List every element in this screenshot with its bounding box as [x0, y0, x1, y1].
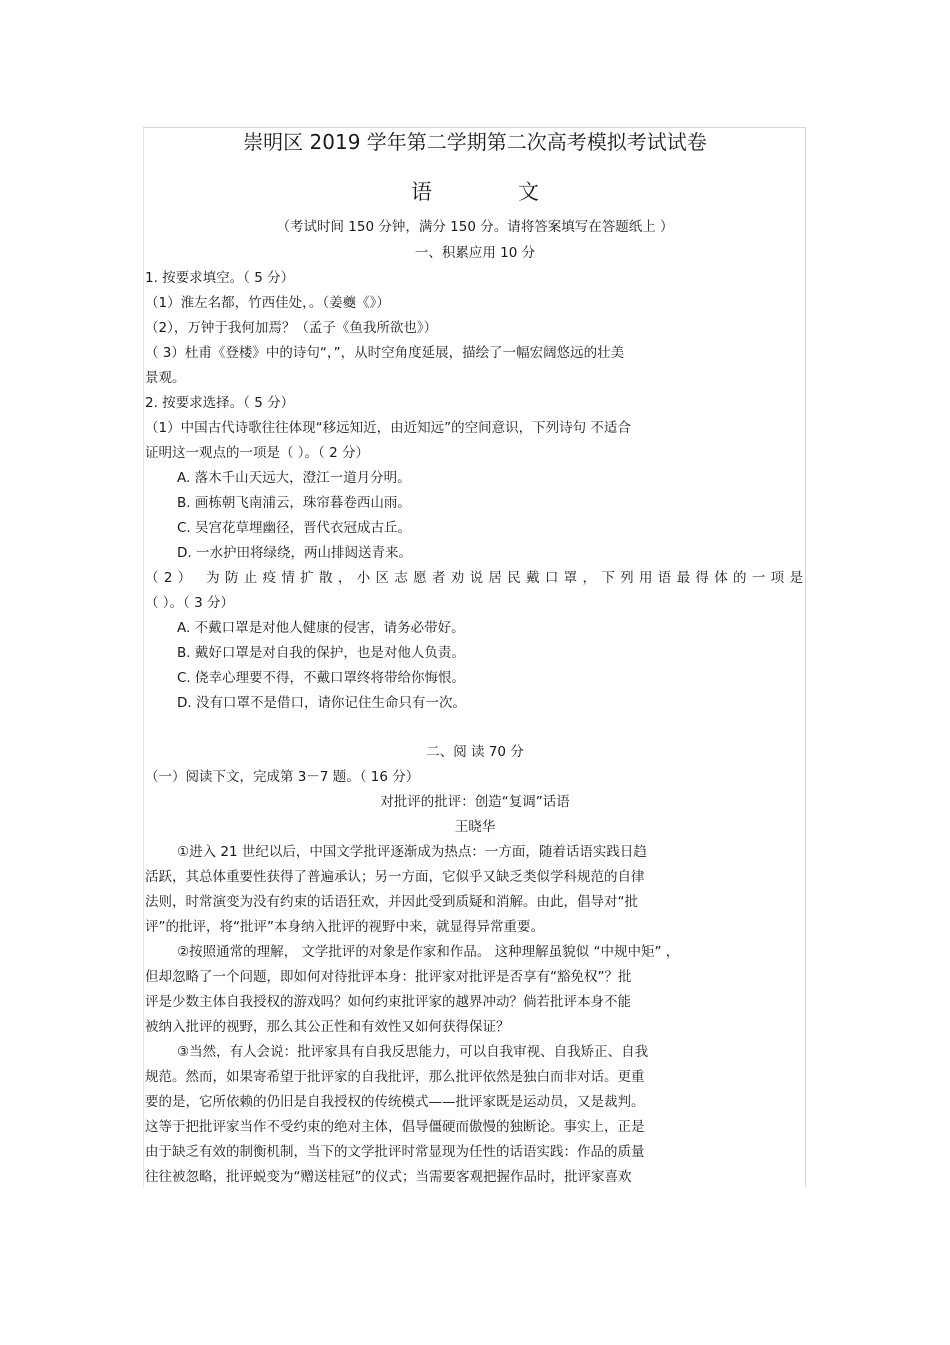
q1-item: 景观。: [145, 370, 186, 386]
q1-stem: 1. 按要求填空。（ 5 分）: [145, 270, 295, 286]
q2-sub2-option: A. 不戴口罩是对他人健康的侵害，请务必带好。: [177, 620, 465, 636]
paragraph-line: 法则，时常演变为没有约束的话语狂欢，并因此受到质疑和消解。由此，倡导对“批: [145, 894, 638, 910]
q2-sub2-line: （ ）。（ 3 分）: [145, 595, 234, 611]
q2-sub2-option: C. 侥幸心理要不得，不戴口罩终将带给你悔恨。: [177, 670, 466, 686]
paragraph-line: 评是少数主体自我授权的游戏吗？如何约束批评家的越界冲动？倘若批评本身不能: [145, 994, 631, 1010]
exam-info: （考试时间 150 分钟，满分 150 分。请将答案填写在答题纸上 ）: [276, 219, 674, 235]
article-title: 对批评的批评：创造“复调”话语: [380, 794, 570, 810]
q2-sub2-line: （2） 为防止疫情扩散，小区志愿者劝说居民戴口罩，下列用语最得体的一项是: [145, 570, 803, 586]
paragraph-line: 要的是，它所依赖的仍旧是自我授权的传统模式——批评家既是运动员，又是裁判。: [145, 1094, 645, 1110]
subject-title: 语文: [411, 180, 625, 204]
article-author: 王晓华: [454, 819, 496, 835]
paragraph-line: 规范。然而，如果寄希望于批评家的自我批评，那么批评依然是独白而非对话。更重: [145, 1069, 645, 1085]
paragraph-line: ③当然，有人会说：批评家具有自我反思能力，可以自我审视、自我矫正、自我: [177, 1044, 649, 1060]
q2-sub1-option: C. 吴宫花草埋幽径，晋代衣冠成古丘。: [177, 520, 412, 536]
q2-sub1-line: 证明这一观点的一项是（ ）。（ 2 分）: [145, 445, 369, 461]
section1-heading: 一、积累应用 10 分: [414, 245, 536, 261]
exam-title: 崇明区 2019 学年第二学期第二次高考模拟考试试卷: [243, 130, 707, 154]
q1-item: （2），万钟于我何加焉？（孟子《鱼我所欲也》）: [145, 320, 438, 336]
paragraph-line: 由于缺乏有效的制衡机制，当下的文学批评时常显现为任性的话语实践：作品的质量: [145, 1144, 645, 1160]
section2-heading: 二、阅 读 70 分: [426, 744, 524, 760]
paragraph-line: 这等于把批评家当作不受约束的绝对主体，倡导僵硬而傲慢的独断论。事实上，正是: [145, 1119, 645, 1135]
q1-item: （ 3）杜甫《登楼》中的诗句“，”，从时空角度延展，描绘了一幅宏阔悠远的壮美: [145, 345, 625, 361]
paragraph-line: ②按照通常的理解， 文学批评的对象是作家和作品。 这种理解虽貌似 “中规中矩” ，: [177, 944, 680, 960]
q2-sub2-option: D. 没有口罩不是借口，请你记住生命只有一次。: [177, 695, 466, 711]
q2-sub1-option: A. 落木千山天远大，澄江一道月分明。: [177, 470, 411, 486]
q2-stem: 2. 按要求选择。（ 5 分）: [145, 395, 295, 411]
paragraph-line: 但却忽略了一个问题，即如何对待批评本身：批评家对批评是否享有“豁免权”？批: [145, 969, 632, 985]
q1-item: （1）淮左名都，竹西佳处，。（姜夔《》）: [145, 295, 390, 311]
q2-sub2-option: B. 戴好口罩是对自我的保护，也是对他人负责。: [177, 645, 465, 661]
q2-sub1-option: D. 一水护田将绿绕，两山排闼送青来。: [177, 545, 412, 561]
paragraph-line: ①进入 21 世纪以后，中国文学批评逐渐成为热点：一方面，随着话语实践日趋: [177, 844, 647, 860]
q2-sub1-line: （1）中国古代诗歌往往体现“移远知近，由近知远”的空间意识，下列诗句 不适合: [145, 420, 631, 436]
reading-part1-instruction: （一）阅读下文，完成第 3－7 题。（ 16 分）: [145, 769, 420, 785]
paragraph-line: 被纳入批评的视野，那么其公正性和有效性又如何获得保证？: [145, 1019, 510, 1035]
q2-sub1-option: B. 画栋朝飞南浦云，珠帘暮卷西山雨。: [177, 495, 411, 511]
paragraph-line: 往往被忽略，批评蜕变为“赠送桂冠”的仪式；当需要客观把握作品时，批评家喜欢: [145, 1169, 632, 1185]
paragraph-line: 评”的批评，将“批评”本身纳入批评的视野中来，就显得异常重要。: [145, 919, 544, 935]
paragraph-line: 活跃，其总体重要性获得了普遍承认；另一方面，它似乎又缺乏类似学科规范的自律: [145, 869, 645, 885]
